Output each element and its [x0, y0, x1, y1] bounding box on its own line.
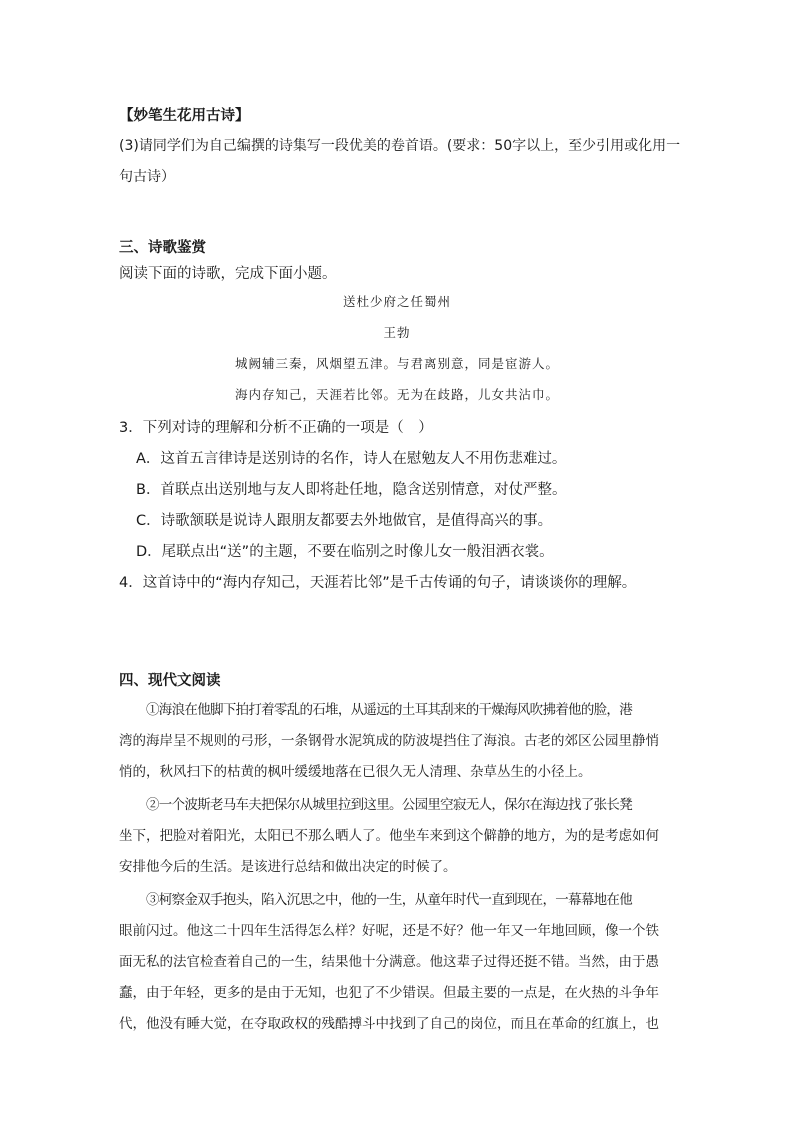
poem-line: 城阙辅三秦，风烟望五津。与君离别意，同是宦游人。: [234, 356, 559, 371]
passage-line: 蠢，由于年轻，更多的是由于无知，也犯了不少错误。但最主要的一点是，在火热的斗争年: [119, 985, 659, 1001]
section-heading-poetry-appreciation: 三、诗歌鉴赏: [119, 240, 206, 256]
question-3-line-1: (3)请同学们为自己编撰的诗集写一段优美的卷首语。(要求：50字以上，至少引用或化用一: [119, 138, 681, 154]
reading-instruction: 阅读下面的诗歌，完成下面小题。: [119, 266, 337, 282]
passage-line: 代，他没有睡大觉，在夺取政权的残酷搏斗中找到了自己的岗位，而且在革命的红旗上，也: [119, 1016, 659, 1032]
poem-author: 王勃: [383, 325, 411, 340]
option-d: D．尾联点出“送”的主题，不要在临别之时像儿女一般泪洒衣裳。: [136, 544, 554, 560]
question-4: 4．这首诗中的“海内存知己，天涯若比邻”是千古传诵的句子，请谈谈你的理解。: [119, 575, 637, 591]
passage-line: 坐下，把脸对着阳光，太阳已不那么晒人了。他坐车来到这个僻静的地方，为的是考虑如何: [119, 828, 659, 844]
passage-line: 悄的，秋风扫下的枯黄的枫叶缓缓地落在已很久无人清理、杂草丛生的小径上。: [119, 764, 592, 780]
passage-line: 安排他今后的生活。是该进行总结和做出决定的时候了。: [119, 859, 457, 875]
passage-line: ①海浪在他脚下拍打着零乱的石堆，从遥远的土耳其刮来的干燥海风吹拂着他的脸，港: [146, 702, 632, 718]
question-3-line-2: 句古诗）: [119, 169, 175, 185]
option-b: B．首联点出送别地与友人即将赴任地，隐含送别情意，对仗严整。: [136, 482, 567, 498]
passage-line: 面无私的法官检查着自己的一生，结果他十分满意。他这辈子过得还挺不错。当然，由于愚: [119, 954, 659, 970]
option-a: A．这首五言律诗是送别诗的名作，诗人在慰勉友人不用伤悲难过。: [136, 451, 567, 467]
passage-line: ②一个波斯老马车夫把保尔从城里拉到这里。公园里空寂无人，保尔在海边找了张长凳: [146, 797, 632, 813]
poem-line: 海内存知己，天涯若比邻。无为在歧路，儿女共沾巾。: [234, 387, 559, 402]
section-heading-modern-reading: 四、现代文阅读: [119, 673, 221, 689]
question-3: 3．下列对诗的理解和分析不正确的一项是（ ）: [119, 420, 433, 436]
passage-line: 湾的海岸呈不规则的弓形，一条钢骨水泥筑成的防波堤挡住了海浪。古老的郊区公园里静悄: [119, 733, 659, 749]
passage-line: ③柯察金双手抱头，陷入沉思之中，他的一生，从童年时代一直到现在，一幕幕地在他: [146, 892, 632, 908]
section-heading-poetry-writing: 【妙笔生花用古诗】: [119, 108, 250, 124]
option-c: C．诗歌颔联是说诗人跟朋友都要去外地做官，是值得高兴的事。: [136, 513, 553, 529]
passage-line: 眼前闪过。他这二十四年生活得怎么样？好呢，还是不好？他一年又一年地回顾，像一个铁: [119, 923, 659, 939]
poem-title: 送杜少府之任蜀州: [342, 294, 451, 309]
